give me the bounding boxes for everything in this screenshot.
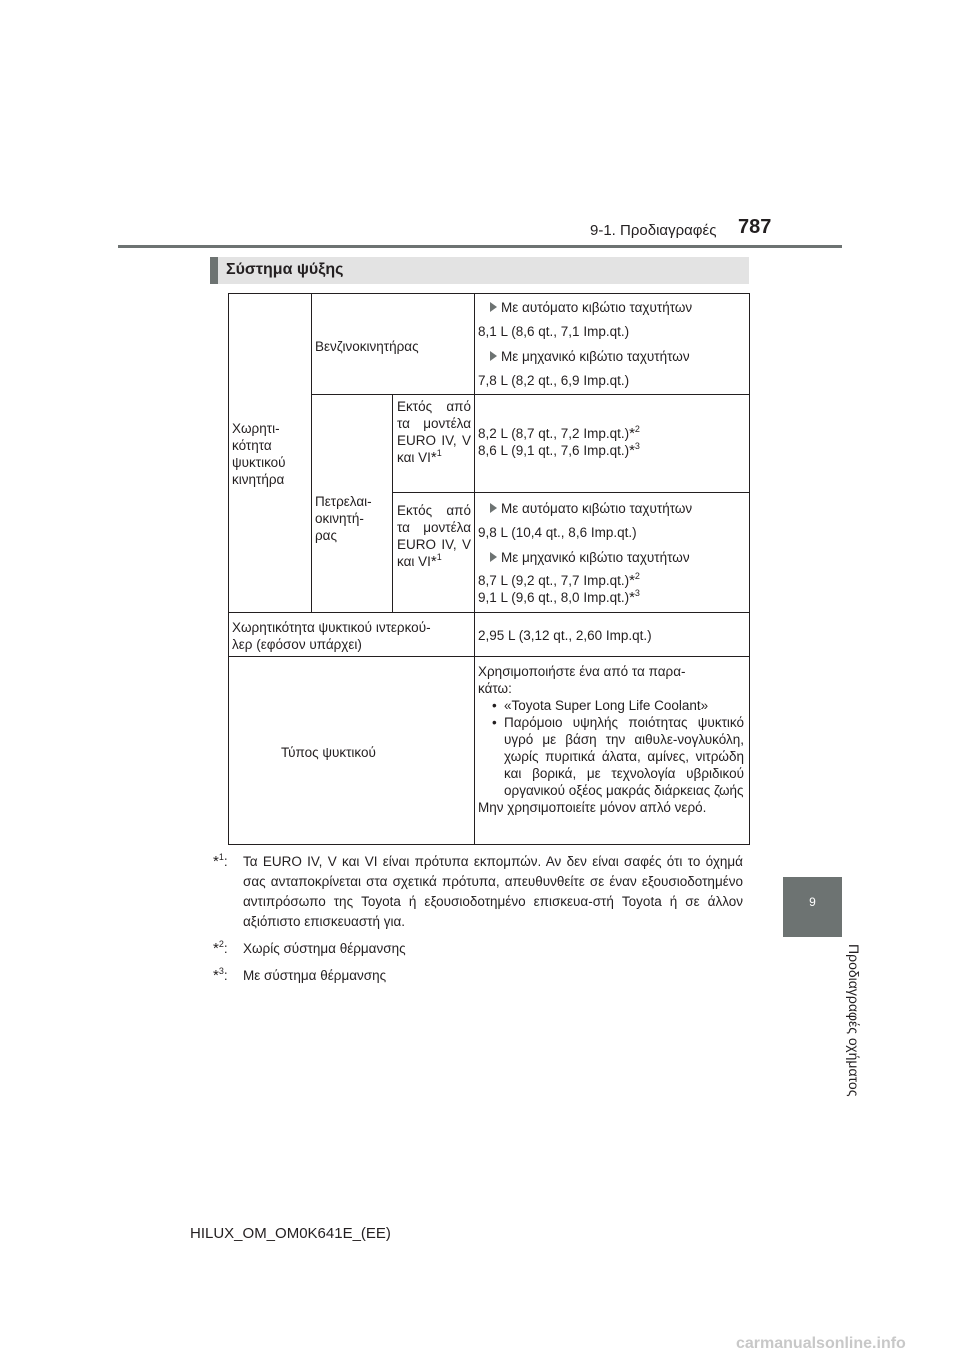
gasoline-label: Βενζινοκινητήρας [315,339,419,354]
coolant-item-2: • Παρόμοιο υψηλής ποιότητας ψυκτικό υγρό με βάση την αιθυλε-νογλυκόλη, χωρίς πυριτικά άλατα, αμίνες, νιτρώδη και βορικά, με τεχνολογία υβριδικού οργανικού οξέος μακράς διάρκειας ζωής [492,715,744,798]
capacity-label: Χωρητι- κότητα ψυκτικού κινητήρα [232,421,286,487]
diesel-manual-heading: Με μηχανικό κιβώτιο ταχυτήτων [478,549,746,566]
section-header: 9-1. Προδιαγραφές [590,222,717,239]
chapter-title: Προδιαγραφές οχήματος [846,944,862,1097]
diesel-auto-heading: Με αυτόματο κιβώτιο ταχυτήτων [478,500,746,517]
cell-intercooler-label [228,612,475,657]
cell-diesel-label [311,394,393,613]
diesel-variant1-label: Εκτός από τα μοντέλα EURO IV, V και VI*$^1$ [397,399,471,466]
diesel-variant2-label: Εκτός από τα μοντέλα EURO IV, V και VI*$^1$ [397,503,471,570]
triangle-bullet-icon [490,351,497,361]
document-code: HILUX_OM_OM0K641E_(EE) [190,1225,391,1242]
diesel-auto-value: 9,8 L (10,4 qt., 8,6 Imp.qt.) [478,525,637,540]
cell-diesel-variant2-values [474,492,750,613]
triangle-bullet-icon [490,503,497,513]
footnotes [213,852,743,993]
gasoline-auto-value: 8,1 L (8,6 qt., 7,1 Imp.qt.) [478,324,630,339]
header-rule [118,245,842,248]
cell-diesel-variant2 [392,492,475,613]
cell-intercooler-value [474,612,750,657]
coolant-intro: Χρησιμοποιήστε ένα από τα παρα- κάτω: [478,664,686,696]
section-bar [210,257,749,284]
cell-capacity-label [228,293,312,613]
gasoline-auto-heading: Με αυτόματο κιβώτιο ταχυτήτων [478,299,746,316]
coolant-outro: Μην χρησιμοποιείτε μόνον απλό νερό. [478,800,707,815]
diesel-variant1-line1: 8,2 L (8,7 qt., 7,2 Imp.qt.)*$^2$ [478,424,640,442]
gasoline-manual-heading: Με μηχανικό κιβώτιο ταχυτήτων [478,348,746,365]
coolant-type-label: Τύπος ψυκτικού [281,745,376,760]
cell-gasoline-label [311,293,475,395]
section-marker [210,257,218,284]
footnote-3: *$^3$: Με σύστημα θέρμανσης [213,966,387,984]
cell-diesel-variant1 [392,394,475,493]
cooling-table [228,293,750,845]
page-number: 787 [738,216,772,238]
coolant-item-1: • «Toyota Super Long Life Coolant» [492,698,709,713]
watermark: carmanualsonline.info [736,1335,906,1352]
triangle-bullet-icon [490,302,497,312]
diesel-label: Πετρελαι- οκινητή- ρας [315,494,372,543]
diesel-manual-line1: 8,7 L (9,2 qt., 7,7 Imp.qt.)*$^2$ [478,571,640,589]
cell-coolant-type-value [474,656,750,845]
footnote-2: *$^2$: Χωρίς σύστημα θέρμανσης [213,939,406,957]
gasoline-manual-value: 7,8 L (8,2 qt., 6,9 Imp.qt.) [478,373,630,388]
intercooler-value: 2,95 L (3,12 qt., 2,60 Imp.qt.) [478,628,652,643]
intercooler-label: Χωρητικότητα ψυκτικού ιντερκού- λερ (εφόσον υπάρχει) [232,620,431,652]
diesel-manual-line2: 9,1 L (9,6 qt., 8,0 Imp.qt.)*$^3$ [478,588,640,606]
section-title: Σύστημα ψύξης [226,261,344,278]
cell-diesel-variant1-values [474,394,750,493]
footnote-1: *$^1$: Τα EURO IV, V και VI είναι πρότυπα εκπομπών. Αν δεν είναι σαφές ότι το όχημά σας ανταποκρίνεται στα σχετικά πρότυπα, απευθυνθείτε σε έναν εξουσιοδοτημένο αντιπρόσωπο της Toyota ή εξουσιοδοτημένο επισκευα-στή Toyota ή σε άλλον αξιόπιστο επισκευαστή για. [213,852,743,929]
cell-coolant-type-label [228,656,475,845]
triangle-bullet-icon [490,552,497,562]
chapter-tab: 9 [783,877,842,937]
diesel-variant1-line2: 8,6 L (9,1 qt., 7,6 Imp.qt.)*$^3$ [478,441,640,459]
cell-gasoline-values [474,293,750,395]
